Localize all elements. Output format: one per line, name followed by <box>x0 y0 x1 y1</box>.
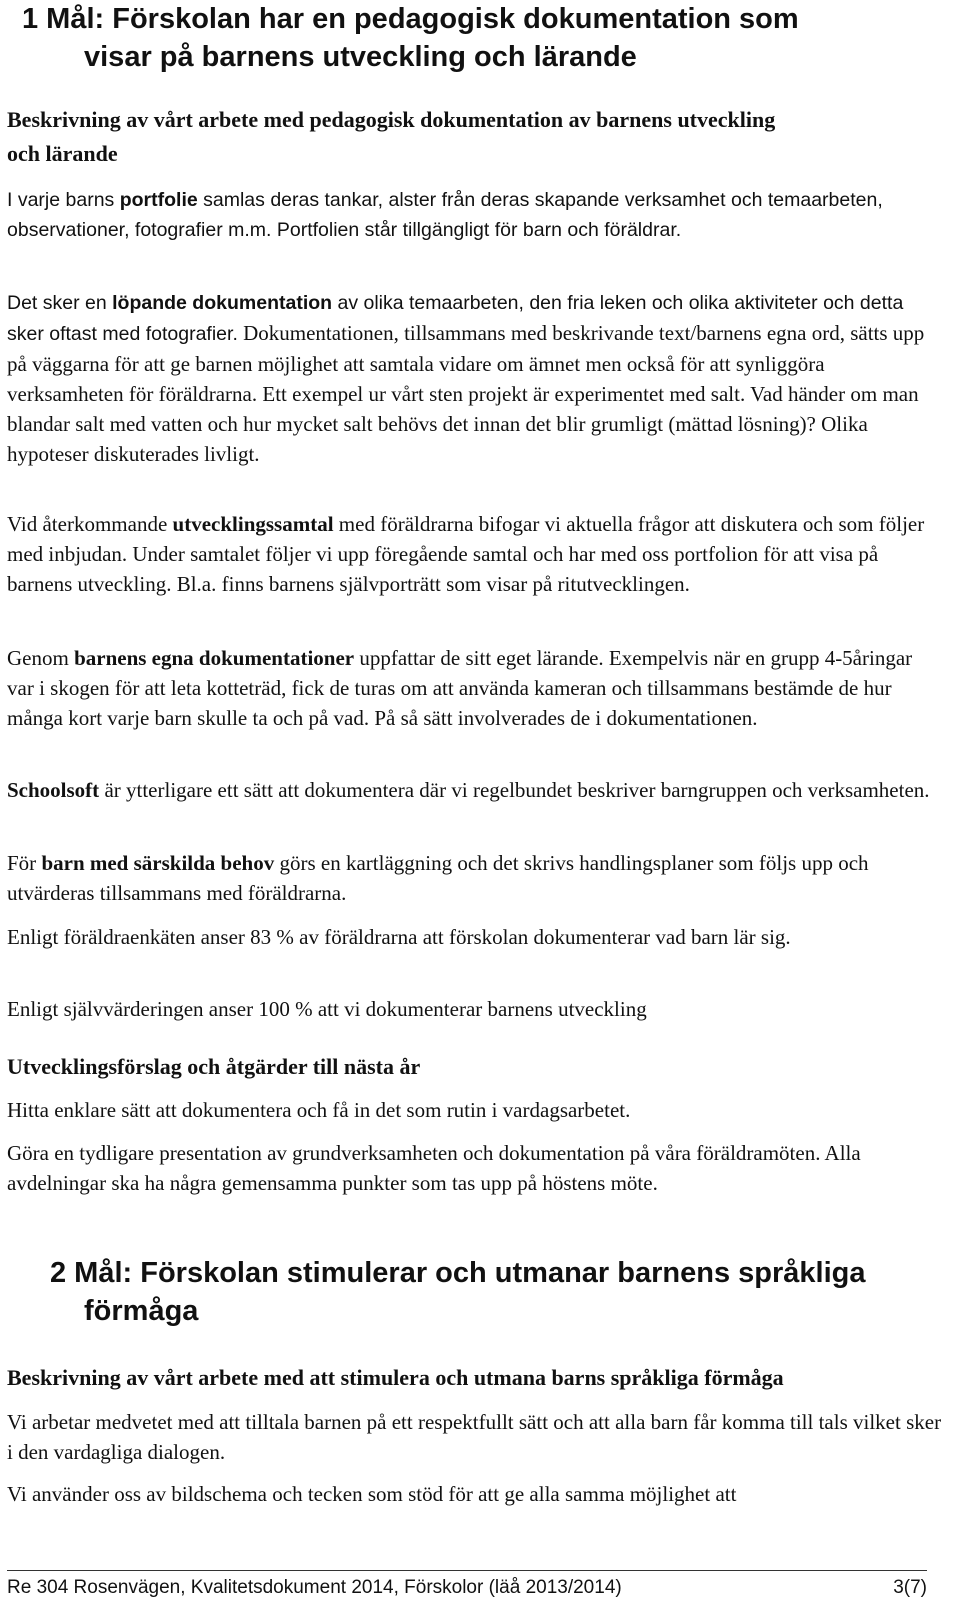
improvements-heading: Utvecklingsförslag och åtgärder till nästa år <box>7 1054 421 1079</box>
text-run: Genom <box>7 646 75 670</box>
special-needs-paragraph <box>7 848 942 908</box>
schoolsoft-paragraph <box>7 775 942 805</box>
section1-heading <box>22 0 942 76</box>
bold-term-lopande-dokumentation: löpande dokumentation <box>112 292 333 314</box>
text-run: uppfattar de sitt eget lärande. Exempelvis när en grupp 4-5åringar var i skogen för att leta kotteträd, fick de turas om att använda kameran och tillsammans bestämde de hur många kort varje barn skulle ta och på vad. På så sätt involverades de i dokumentationen. <box>7 646 913 730</box>
footer-page-number: 3(7) <box>893 1577 927 1598</box>
self-evaluation-paragraph: Enligt självvärderingen anser 100 % att vi dokumenterar barnens utveckling <box>7 997 647 1021</box>
bold-term-barnens-egna-dokumentationer: barnens egna dokumentationer <box>74 646 355 670</box>
section2-paragraph-1: Vi arbetar medvetet med att tilltala barnen på ett respektfullt sätt och att alla barn får komma till tals vilket sker i den vardagliga dialogen. <box>7 1410 942 1464</box>
bold-term-sarskilda-behov: barn med särskilda behov <box>41 851 275 875</box>
text-run: med föräldrarna bifogar vi aktuella frågor att diskutera och som följer med inbjudan. Under samtalet följer vi upp föregående samtal och har med oss portfolion för att visa på barnens utveckling. Bl.a. finns barnens självporträtt som visar på ritutvecklingen. <box>7 512 925 596</box>
children-documentation-paragraph <box>7 643 942 733</box>
text-run: är ytterligare ett sätt att dokumentera där vi regelbundet beskriver barngruppen och verksamheten. <box>99 778 930 802</box>
bold-term-schoolsoft: Schoolsoft <box>7 778 100 802</box>
text-run: I varje barns <box>7 189 120 211</box>
section1-subheading-line2: och lärande <box>7 141 118 166</box>
parent-survey-paragraph: Enligt föräldraenkäten anser 83 % av föräldrarna att förskolan dokumenterar vad barn lär sig. <box>7 925 791 949</box>
section1-heading-line1: 1 Mål: Förskolan har en pedagogisk dokumentation som <box>22 3 799 35</box>
text-run: Dokumentationen, tillsammans med beskrivande text/barnens egna ord, sätts upp på väggarna för att ge barnen möjlighet att samtala vidare om ämnet men också för att synliggöra verksamheten för föräldrarna. Ett exempel ur vårt sten projekt är experimentet med salt. Vad händer om man blandar salt med vatten och hur mycket salt behövs det innan det blir grumligt (mättad lösning)? Olika hypoteser diskuterades livligt. <box>7 321 925 466</box>
text-run: av olika temaarbeten, den fria leken och olika aktiviteter och detta sker oftast med fotografier. <box>7 292 904 345</box>
section2-heading-line2: förmåga <box>84 1295 199 1327</box>
development-talks-paragraph <box>7 509 942 599</box>
section2-subheading: Beskrivning av vårt arbete med att stimulera och utmana barns språkliga förmåga <box>7 1365 784 1390</box>
text-run: görs en kartläggning och det skrivs handlingsplaner som följs upp och utvärderas tillsammans med föräldrarna. <box>7 851 869 905</box>
section2-heading <box>22 1254 942 1330</box>
section1-subheading <box>7 103 937 171</box>
footer-document-title: Re 304 Rosenvägen, Kvalitetsdokument 2014, Förskolor (läå 2013/2014) <box>7 1577 622 1598</box>
text-run: För <box>7 851 42 875</box>
bold-term-utvecklingssamtal: utvecklingssamtal <box>172 512 334 536</box>
text-run: samlas deras tankar, alster från deras skapande verksamhet och temaarbeten, observationer, fotografier m.m. Portfolien står tillgängligt för barn och föräldrar. <box>7 189 883 241</box>
section2-paragraph-2: Vi använder oss av bildschema och tecken som stöd för att ge alla samma möjlighet att <box>7 1482 737 1506</box>
section1-subheading-line1: Beskrivning av vårt arbete med pedagogisk dokumentation av barnens utveckling <box>7 107 776 132</box>
section1-heading-line2: visar på barnens utveckling och lärande <box>84 41 637 73</box>
improvement-paragraph-2: Göra en tydligare presentation av grundverksamheten och dokumentation på våra föräldramöten. Alla avdelningar ska ha några gemensamma punkter som tas upp på höstens möte. <box>7 1141 861 1195</box>
improvement-paragraph-1: Hitta enklare sätt att dokumentera och få in det som rutin i vardagsarbetet. <box>7 1098 631 1122</box>
text-run: Det sker en <box>7 292 113 314</box>
portfolio-paragraph <box>7 185 942 245</box>
section2-heading-line1: 2 Mål: Förskolan stimulerar och utmanar barnens språkliga <box>50 1257 866 1289</box>
bold-term-portfolie: portfolie <box>119 189 198 211</box>
page-footer <box>7 1570 927 1605</box>
continuous-documentation-paragraph <box>7 287 942 469</box>
text-run: Vid återkommande <box>7 512 173 536</box>
